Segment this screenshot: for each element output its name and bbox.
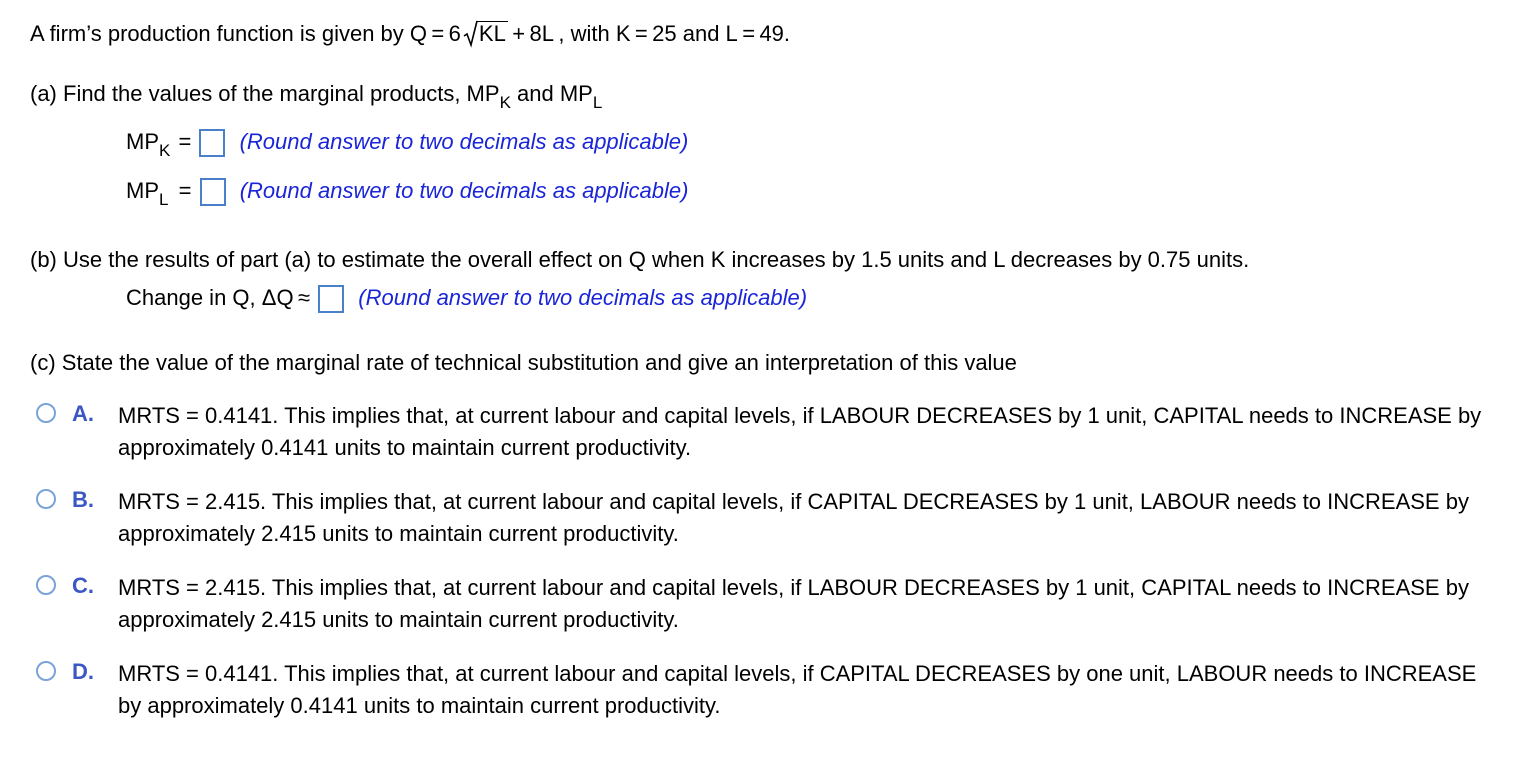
part-c-prompt: (c) State the value of the marginal rate of technical substitution and give an interpretation of this value: [30, 350, 1017, 375]
mpl-label: $MP_L$: [126, 178, 169, 209]
option-b-letter: B.: [72, 487, 94, 512]
mpk-hint: (Round answer to two decimals as applicable): [239, 129, 689, 154]
part-b-prompt: (b) Use the results of part (a) to estimate the overall effect on Q when K increases by 1.5 units and L decreases by 0.75 units.: [30, 247, 1250, 272]
option-d-radio[interactable]: [36, 661, 56, 681]
delta-q-hint: (Round answer to two decimals as applicable): [358, 285, 808, 310]
radicand: KL: [478, 21, 506, 46]
delta-q-input[interactable]: [318, 285, 344, 313]
option-b-text: MRTS = 2.415. This implies that, at current labour and capital levels, if CAPITAL DECREASES by 1 unit, LABOUR needs to INCREASE by approximately 2.415 units to maintain current productivity.: [118, 489, 1469, 546]
sqrt-icon: [463, 20, 479, 48]
problem-statement: [30, 20, 790, 48]
delta-q-label: Change in Q, ΔQ ≈: [126, 285, 311, 310]
mpk-row: [126, 128, 688, 158]
sqrt-expression: [463, 20, 508, 48]
mpk-equals: =: [178, 129, 192, 154]
option-a-radio[interactable]: [36, 403, 56, 423]
mpl-input[interactable]: [200, 178, 226, 206]
statement-prefix: A firm’s production function is given by Q = 6: [30, 21, 461, 46]
mpl-equals: =: [178, 178, 192, 203]
option-d-letter: D.: [72, 659, 94, 684]
mpk-input[interactable]: [199, 129, 225, 157]
option-a-text: MRTS = 0.4141. This implies that, at current labour and capital levels, if LABOUR DECREASES by 1 unit, CAPITAL needs to INCREASE by approximately 0.4141 units to maintain current productivity.: [118, 403, 1482, 460]
option-b-radio[interactable]: [36, 489, 56, 509]
option-c-text: MRTS = 2.415. This implies that, at current labour and capital levels, if LABOUR DECREASES by 1 unit, CAPITAL needs to INCREASE by approximately 2.415 units to maintain current productivity.: [118, 575, 1469, 632]
option-d-text: MRTS = 0.4141. This implies that, at current labour and capital levels, if CAPITAL DECREASES by one unit, LABOUR needs to INCREASE by approximately 0.4141 units to maintain current productivity.: [118, 661, 1477, 718]
part-a-prompt: (a) Find the values of the marginal products, $MP_K$ and $MP_L$: [30, 81, 603, 112]
mpl-row: [126, 177, 688, 207]
option-c-radio[interactable]: [36, 575, 56, 595]
mpk-label: $MP_K$: [126, 129, 171, 160]
mpl-hint: (Round answer to two decimals as applicable): [239, 178, 689, 203]
option-a-letter: A.: [72, 401, 94, 426]
option-c-letter: C.: [72, 573, 94, 598]
delta-q-row: [126, 284, 807, 313]
statement-suffix: + 8L , with K = 25 and L = 49.: [507, 21, 791, 46]
